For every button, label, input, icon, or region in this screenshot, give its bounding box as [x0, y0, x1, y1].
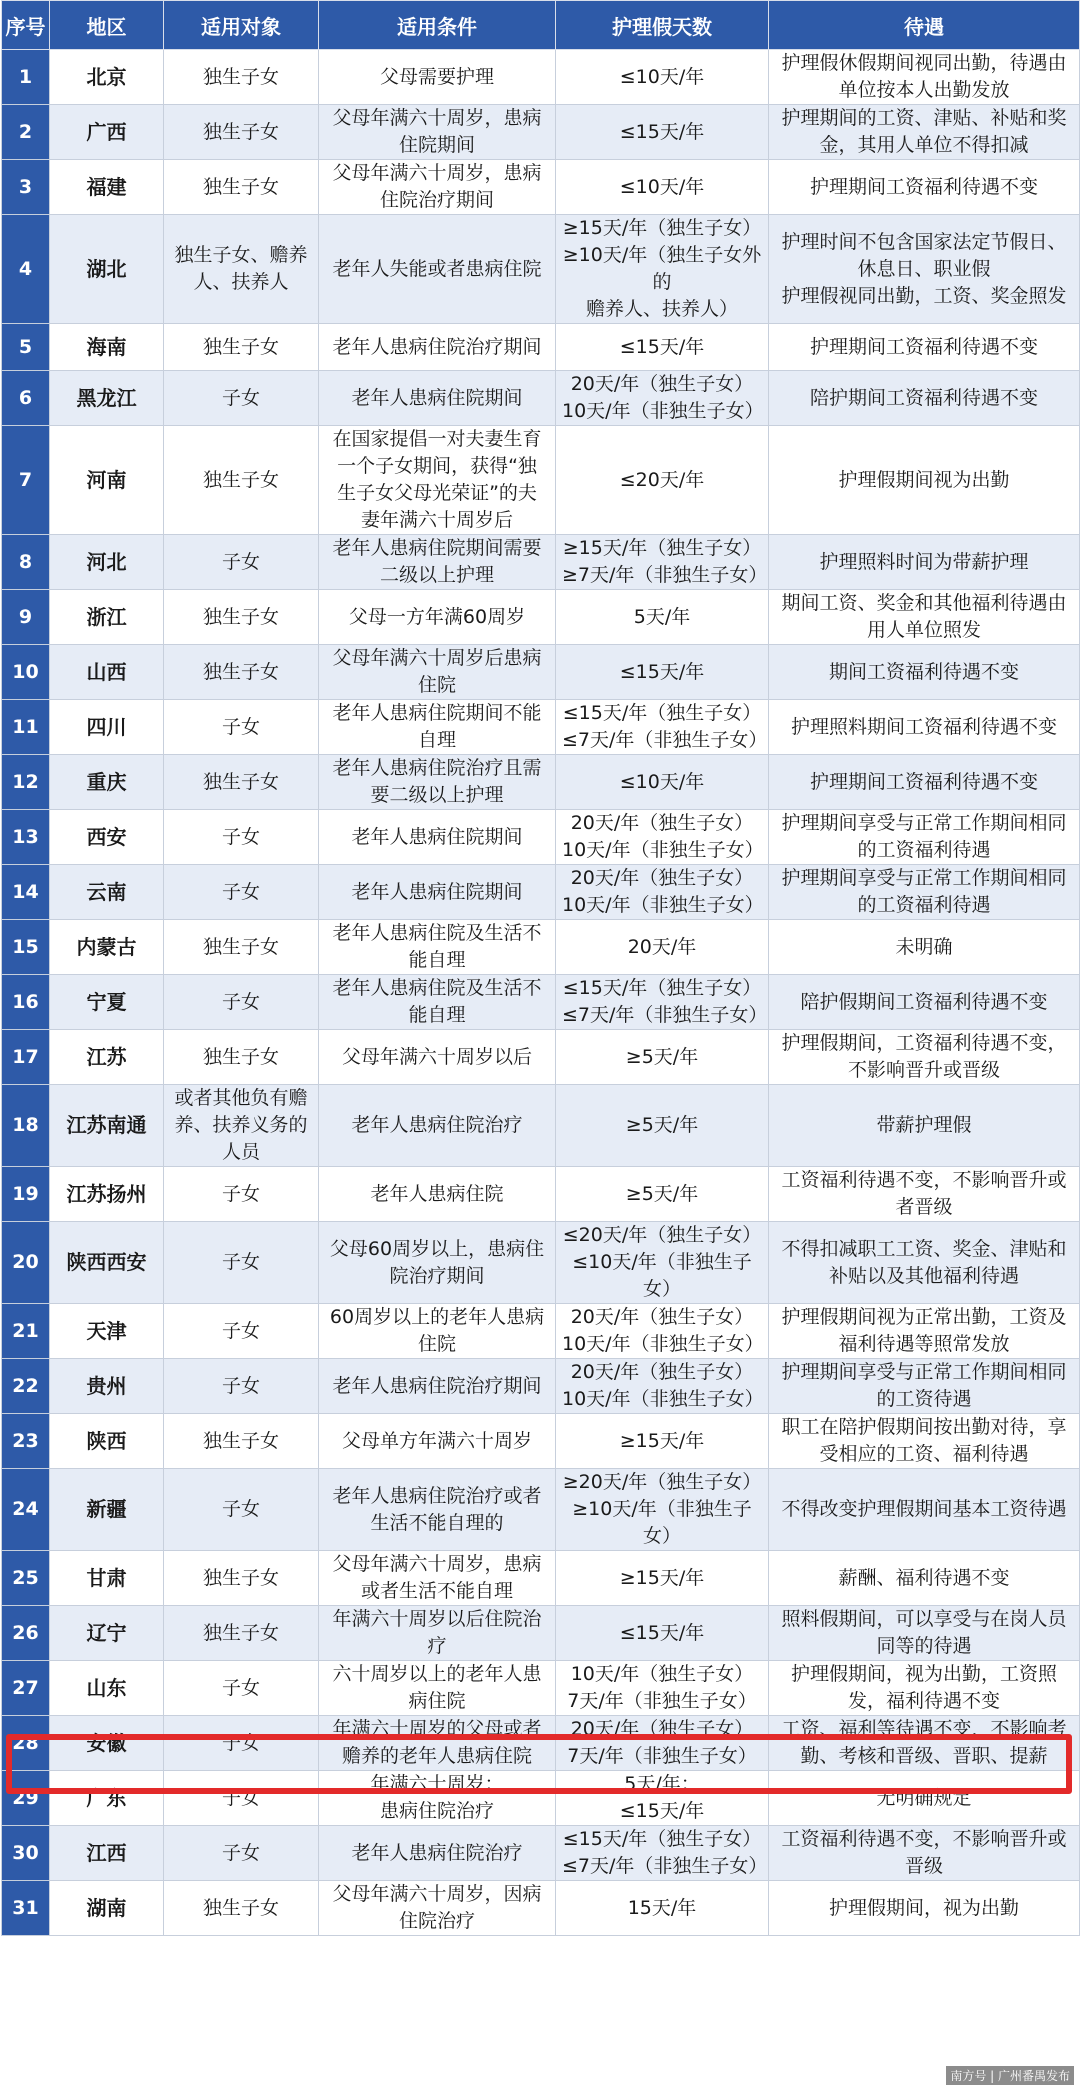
row-region: 江苏扬州	[50, 1167, 164, 1222]
watermark: 南方号 | 广州番禺发布	[946, 2066, 1074, 2085]
row-condition: 老年人患病住院及生活不 能自理	[319, 975, 556, 1030]
row-benefit: 护理假期间，视为出勤，工资照 发，福利待遇不变	[769, 1661, 1080, 1716]
row-region: 辽宁	[50, 1606, 164, 1661]
table-row	[2, 920, 1080, 975]
table-row	[2, 160, 1080, 215]
row-region: 北京	[50, 50, 164, 105]
row-region: 天津	[50, 1304, 164, 1359]
row-condition: 老年人患病住院	[319, 1167, 556, 1222]
row-target: 子女	[164, 1826, 319, 1881]
row-leave-days: 20天/年（独生子女） 7天/年（非独生子女）	[556, 1716, 769, 1771]
row-benefit: 不得扣减职工工资、奖金、津贴和 补贴以及其他福利待遇	[769, 1222, 1080, 1304]
nursing-leave-table	[1, 0, 1080, 1936]
row-target: 子女	[164, 1359, 319, 1414]
row-index: 1	[2, 50, 50, 105]
row-benefit: 护理期间享受与正常工作期间相同 的工资福利待遇	[769, 810, 1080, 865]
row-benefit: 陪护假期间工资福利待遇不变	[769, 975, 1080, 1030]
row-index: 29	[2, 1771, 50, 1826]
row-target: 独生子女	[164, 755, 319, 810]
row-target: 子女	[164, 1716, 319, 1771]
row-leave-days: ≥5天/年	[556, 1085, 769, 1167]
row-condition: 老年人患病住院期间不能 自理	[319, 700, 556, 755]
row-leave-days: ≥5天/年	[556, 1167, 769, 1222]
row-index: 13	[2, 810, 50, 865]
row-target: 子女	[164, 1167, 319, 1222]
row-target: 独生子女、赡养 人、扶养人	[164, 215, 319, 324]
row-index: 9	[2, 590, 50, 645]
row-leave-days: 20天/年（独生子女） 10天/年（非独生子女）	[556, 810, 769, 865]
row-target: 子女	[164, 700, 319, 755]
row-index: 3	[2, 160, 50, 215]
row-leave-days: ≤15天/年	[556, 105, 769, 160]
row-condition: 老年人患病住院治疗	[319, 1826, 556, 1881]
row-condition: 父母单方年满六十周岁	[319, 1414, 556, 1469]
row-condition: 老年人患病住院期间需要 二级以上护理	[319, 535, 556, 590]
table-row	[2, 645, 1080, 700]
row-leave-days: 20天/年	[556, 920, 769, 975]
row-target: 子女	[164, 975, 319, 1030]
row-target: 子女	[164, 1661, 319, 1716]
row-benefit: 工资、福利等待遇不变，不影响考 勤、考核和晋级、晋职、提薪	[769, 1716, 1080, 1771]
row-target: 子女	[164, 1222, 319, 1304]
row-target: 独生子女	[164, 50, 319, 105]
row-leave-days: 20天/年（独生子女） 10天/年（非独生子女）	[556, 865, 769, 920]
table-row	[2, 324, 1080, 371]
row-leave-days: ≤15天/年（独生子女） ≤7天/年（非独生子女）	[556, 700, 769, 755]
header-leave-days: 护理假天数	[556, 1, 769, 50]
row-target: 独生子女	[164, 160, 319, 215]
row-index: 31	[2, 1881, 50, 1936]
row-index: 6	[2, 371, 50, 426]
row-condition: 老年人患病住院治疗期间	[319, 1359, 556, 1414]
row-region: 宁夏	[50, 975, 164, 1030]
row-leave-days: 5天/年	[556, 590, 769, 645]
row-index: 12	[2, 755, 50, 810]
row-condition: 老年人患病住院及生活不 能自理	[319, 920, 556, 975]
row-region: 甘肃	[50, 1551, 164, 1606]
row-leave-days: ≥5天/年	[556, 1030, 769, 1085]
row-condition: 父母年满六十周岁，患病 住院期间	[319, 105, 556, 160]
row-leave-days: 5天/年； ≤15天/年	[556, 1771, 769, 1826]
table-row	[2, 1167, 1080, 1222]
row-leave-days: ≤20天/年（独生子女） ≤10天/年（非独生子女）	[556, 1222, 769, 1304]
row-index: 15	[2, 920, 50, 975]
row-index: 24	[2, 1469, 50, 1551]
row-leave-days: 15天/年	[556, 1881, 769, 1936]
row-leave-days: ≤15天/年	[556, 324, 769, 371]
row-benefit: 期间工资福利待遇不变	[769, 645, 1080, 700]
row-condition: 父母年满六十周岁后患病 住院	[319, 645, 556, 700]
table-row	[2, 810, 1080, 865]
row-target: 独生子女	[164, 1606, 319, 1661]
row-benefit: 照料假期间，可以享受与在岗人员 同等的待遇	[769, 1606, 1080, 1661]
table-row	[2, 590, 1080, 645]
table-row	[2, 1085, 1080, 1167]
row-benefit: 护理期间的工资、津贴、补贴和奖 金，其用人单位不得扣减	[769, 105, 1080, 160]
table-row	[2, 1716, 1080, 1771]
table-row	[2, 50, 1080, 105]
row-leave-days: ≤20天/年	[556, 426, 769, 535]
row-index: 17	[2, 1030, 50, 1085]
row-index: 5	[2, 324, 50, 371]
row-leave-days: ≤10天/年	[556, 50, 769, 105]
row-benefit: 未明确	[769, 920, 1080, 975]
row-condition: 老年人患病住院治疗期间	[319, 324, 556, 371]
row-benefit: 护理时间不包含国家法定节假日、 休息日、职业假 护理假视同出勤，工资、奖金照发	[769, 215, 1080, 324]
table-row	[2, 865, 1080, 920]
row-condition: 老年人患病住院治疗或者 生活不能自理的	[319, 1469, 556, 1551]
row-leave-days: ≥15天/年	[556, 1551, 769, 1606]
row-region: 湖北	[50, 215, 164, 324]
row-condition: 父母60周岁以上，患病住 院治疗期间	[319, 1222, 556, 1304]
row-benefit: 护理照料时间为带薪护理	[769, 535, 1080, 590]
table-row	[2, 1881, 1080, 1936]
row-benefit: 护理期间工资福利待遇不变	[769, 324, 1080, 371]
row-benefit: 护理假期间，工资福利待遇不变， 不影响晋升或晋级	[769, 1030, 1080, 1085]
row-index: 7	[2, 426, 50, 535]
row-condition: 年满六十周岁； 患病住院治疗	[319, 1771, 556, 1826]
row-target: 子女	[164, 865, 319, 920]
row-benefit: 工资福利待遇不变，不影响晋升或 者晋级	[769, 1167, 1080, 1222]
row-benefit: 职工在陪护假期间按出勤对待，享 受相应的工资、福利待遇	[769, 1414, 1080, 1469]
row-target: 或者其他负有赡 养、扶养义务的 人员	[164, 1085, 319, 1167]
row-benefit: 护理假期间视为正常出勤，工资及 福利待遇等照常发放	[769, 1304, 1080, 1359]
row-condition: 老年人患病住院治疗	[319, 1085, 556, 1167]
row-region: 新疆	[50, 1469, 164, 1551]
row-target: 独生子女	[164, 1030, 319, 1085]
row-benefit: 不得改变护理假期间基本工资待遇	[769, 1469, 1080, 1551]
row-leave-days: ≤15天/年	[556, 645, 769, 700]
row-region: 广西	[50, 105, 164, 160]
row-index: 27	[2, 1661, 50, 1716]
row-region: 山西	[50, 645, 164, 700]
row-condition: 六十周岁以上的老年人患 病住院	[319, 1661, 556, 1716]
row-benefit: 护理期间工资福利待遇不变	[769, 755, 1080, 810]
row-leave-days: 20天/年（独生子女） 10天/年（非独生子女）	[556, 1304, 769, 1359]
row-condition: 父母一方年满60周岁	[319, 590, 556, 645]
row-region: 湖南	[50, 1881, 164, 1936]
row-region: 云南	[50, 865, 164, 920]
row-target: 独生子女	[164, 426, 319, 535]
row-benefit: 带薪护理假	[769, 1085, 1080, 1167]
row-benefit: 护理期间享受与正常工作期间相同 的工资待遇	[769, 1359, 1080, 1414]
row-region: 江苏南通	[50, 1085, 164, 1167]
row-condition: 老年人患病住院期间	[319, 865, 556, 920]
row-leave-days: ≤15天/年	[556, 1606, 769, 1661]
header-target: 适用对象	[164, 1, 319, 50]
row-region: 河南	[50, 426, 164, 535]
row-index: 11	[2, 700, 50, 755]
row-condition: 在国家提倡一对夫妻生育 一个子女期间，获得“独 生子女父母光荣证”的夫 妻年满六十周岁后	[319, 426, 556, 535]
row-condition: 父母需要护理	[319, 50, 556, 105]
row-target: 独生子女	[164, 1414, 319, 1469]
row-target: 子女	[164, 535, 319, 590]
table-row	[2, 215, 1080, 324]
row-region: 重庆	[50, 755, 164, 810]
row-index: 8	[2, 535, 50, 590]
header-region: 地区	[50, 1, 164, 50]
row-target: 子女	[164, 1469, 319, 1551]
row-index: 4	[2, 215, 50, 324]
row-leave-days: ≤10天/年	[556, 160, 769, 215]
table-row	[2, 1606, 1080, 1661]
row-region: 河北	[50, 535, 164, 590]
row-leave-days: ≤15天/年（独生子女） ≤7天/年（非独生子女）	[556, 1826, 769, 1881]
table-row	[2, 1304, 1080, 1359]
row-condition: 老年人患病住院期间	[319, 371, 556, 426]
row-benefit: 护理假期间视为出勤	[769, 426, 1080, 535]
table-row	[2, 1551, 1080, 1606]
row-target: 独生子女	[164, 324, 319, 371]
row-condition: 父母年满六十周岁，患病 住院治疗期间	[319, 160, 556, 215]
row-leave-days: ≤15天/年（独生子女） ≤7天/年（非独生子女）	[556, 975, 769, 1030]
row-index: 26	[2, 1606, 50, 1661]
row-condition: 老年人失能或者患病住院	[319, 215, 556, 324]
row-index: 30	[2, 1826, 50, 1881]
table-row	[2, 755, 1080, 810]
header-benefit: 待遇	[769, 1, 1080, 50]
row-target: 独生子女	[164, 920, 319, 975]
row-index: 21	[2, 1304, 50, 1359]
row-condition: 年满六十周岁的父母或者 赡养的老年人患病住院	[319, 1716, 556, 1771]
row-condition: 年满六十周岁以后住院治 疗	[319, 1606, 556, 1661]
table-row	[2, 371, 1080, 426]
row-condition: 父母年满六十周岁，患病 或者生活不能自理	[319, 1551, 556, 1606]
row-index: 10	[2, 645, 50, 700]
row-index: 22	[2, 1359, 50, 1414]
row-leave-days: 20天/年（独生子女） 10天/年（非独生子女）	[556, 371, 769, 426]
row-region: 福建	[50, 160, 164, 215]
row-region: 陕西	[50, 1414, 164, 1469]
table-row	[2, 1414, 1080, 1469]
row-benefit: 陪护期间工资福利待遇不变	[769, 371, 1080, 426]
row-region: 贵州	[50, 1359, 164, 1414]
table-row	[2, 1826, 1080, 1881]
row-leave-days: ≤10天/年	[556, 755, 769, 810]
row-leave-days: ≥15天/年	[556, 1414, 769, 1469]
row-benefit: 护理照料期间工资福利待遇不变	[769, 700, 1080, 755]
row-benefit: 护理假期间，视为出勤	[769, 1881, 1080, 1936]
table-row	[2, 1359, 1080, 1414]
row-condition: 父母年满六十周岁以后	[319, 1030, 556, 1085]
table-header-row	[2, 1, 1080, 50]
row-benefit: 工资福利待遇不变，不影响晋升或 晋级	[769, 1826, 1080, 1881]
table-row	[2, 426, 1080, 535]
row-condition: 老年人患病住院期间	[319, 810, 556, 865]
row-region: 江苏	[50, 1030, 164, 1085]
table-row	[2, 975, 1080, 1030]
row-leave-days: 10天/年（独生子女） 7天/年（非独生子女）	[556, 1661, 769, 1716]
row-condition: 父母年满六十周岁，因病 住院治疗	[319, 1881, 556, 1936]
row-target: 独生子女	[164, 1881, 319, 1936]
row-index: 25	[2, 1551, 50, 1606]
row-benefit: 薪酬、福利待遇不变	[769, 1551, 1080, 1606]
header-condition: 适用条件	[319, 1, 556, 50]
header-index: 序号	[2, 1, 50, 50]
row-region: 四川	[50, 700, 164, 755]
row-region: 山东	[50, 1661, 164, 1716]
row-condition: 60周岁以上的老年人患病 住院	[319, 1304, 556, 1359]
table-row	[2, 700, 1080, 755]
row-region: 安徽	[50, 1716, 164, 1771]
row-target: 子女	[164, 810, 319, 865]
row-region: 浙江	[50, 590, 164, 645]
row-benefit: 无明确规定	[769, 1771, 1080, 1826]
row-leave-days: ≥20天/年（独生子女） ≥10天/年（非独生子女）	[556, 1469, 769, 1551]
row-index: 14	[2, 865, 50, 920]
row-condition: 老年人患病住院治疗且需 要二级以上护理	[319, 755, 556, 810]
row-index: 28	[2, 1716, 50, 1771]
row-target: 独生子女	[164, 645, 319, 700]
row-region: 海南	[50, 324, 164, 371]
row-leave-days: ≥15天/年（独生子女） ≥10天/年（独生子女外的 赡养人、扶养人）	[556, 215, 769, 324]
row-index: 23	[2, 1414, 50, 1469]
row-target: 独生子女	[164, 105, 319, 160]
table-row	[2, 1771, 1080, 1826]
row-target: 独生子女	[164, 1551, 319, 1606]
table-row	[2, 105, 1080, 160]
row-region: 广东	[50, 1771, 164, 1826]
row-benefit: 护理期间享受与正常工作期间相同 的工资福利待遇	[769, 865, 1080, 920]
row-index: 20	[2, 1222, 50, 1304]
row-leave-days: ≥15天/年（独生子女） ≥7天/年（非独生子女）	[556, 535, 769, 590]
row-index: 16	[2, 975, 50, 1030]
row-region: 江西	[50, 1826, 164, 1881]
table-row	[2, 1030, 1080, 1085]
row-index: 2	[2, 105, 50, 160]
row-benefit: 护理期间工资福利待遇不变	[769, 160, 1080, 215]
table-row	[2, 1469, 1080, 1551]
row-target: 独生子女	[164, 590, 319, 645]
row-target: 子女	[164, 371, 319, 426]
row-benefit: 护理假休假期间视同出勤，待遇由 单位按本人出勤发放	[769, 50, 1080, 105]
row-target: 子女	[164, 1304, 319, 1359]
table-row	[2, 1661, 1080, 1716]
row-region: 西安	[50, 810, 164, 865]
row-region: 黑龙江	[50, 371, 164, 426]
row-index: 19	[2, 1167, 50, 1222]
table-row	[2, 1222, 1080, 1304]
row-region: 内蒙古	[50, 920, 164, 975]
row-region: 陕西西安	[50, 1222, 164, 1304]
row-target: 子女	[164, 1771, 319, 1826]
row-index: 18	[2, 1085, 50, 1167]
row-leave-days: 20天/年（独生子女） 10天/年（非独生子女）	[556, 1359, 769, 1414]
row-benefit: 期间工资、奖金和其他福利待遇由 用人单位照发	[769, 590, 1080, 645]
table-row	[2, 535, 1080, 590]
